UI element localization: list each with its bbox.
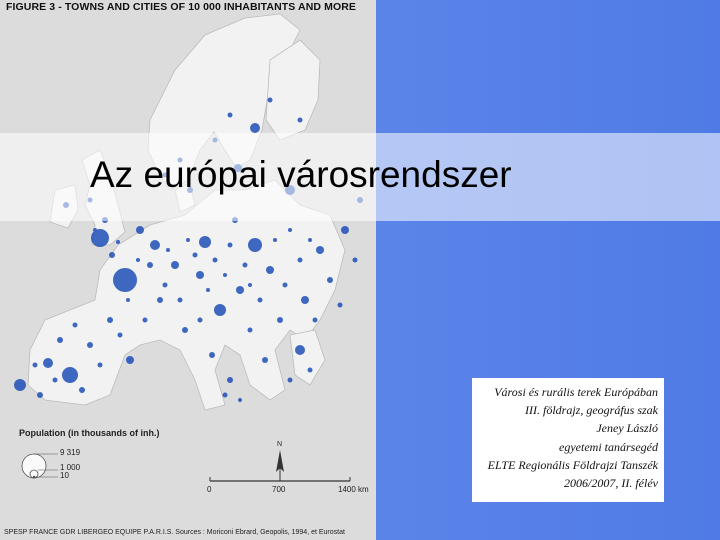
- info-line-program: III. földrajz, geográfus szak: [525, 403, 658, 418]
- info-line-department: ELTE Regionális Földrajzi Tanszék: [487, 457, 658, 472]
- figure-title: FIGURE 3 - TOWNS AND CITIES OF 10 000 INHABITANTS AND MORE: [6, 1, 356, 13]
- scale-label-0: 0: [207, 485, 212, 494]
- scale-label-1400: 1400 km: [338, 485, 369, 494]
- legend-value-small: 10: [60, 471, 69, 480]
- legend-circles: [22, 454, 58, 478]
- north-arrow-icon: [276, 450, 284, 480]
- info-line-semester: 2006/2007, II. félév: [564, 476, 658, 491]
- legend-value-medium: 1 000: [60, 463, 81, 472]
- course-info-box: [472, 378, 664, 502]
- scale-label-700: 700: [272, 485, 286, 494]
- north-label: N: [277, 441, 283, 448]
- info-line-author: Jeney László: [596, 421, 658, 436]
- legend-title: Population (in thousands of inh.): [19, 428, 160, 438]
- map-credit: SPESP FRANCE GDR LIBERGEO EQUIPE P.A.R.I.S. Sources : Moriconi Ebrard, Geopolis, 1994, et Eurostat: [4, 529, 345, 536]
- legend-value-large: 9 319: [60, 448, 81, 457]
- info-line-position: egyetemi tanársegéd: [559, 439, 658, 454]
- slide-title: Az európai városrendszer: [90, 154, 512, 195]
- land-greece: [290, 330, 325, 385]
- info-line-course: Városi és rurális terek Európában: [494, 385, 658, 399]
- scale-bar: [210, 477, 350, 481]
